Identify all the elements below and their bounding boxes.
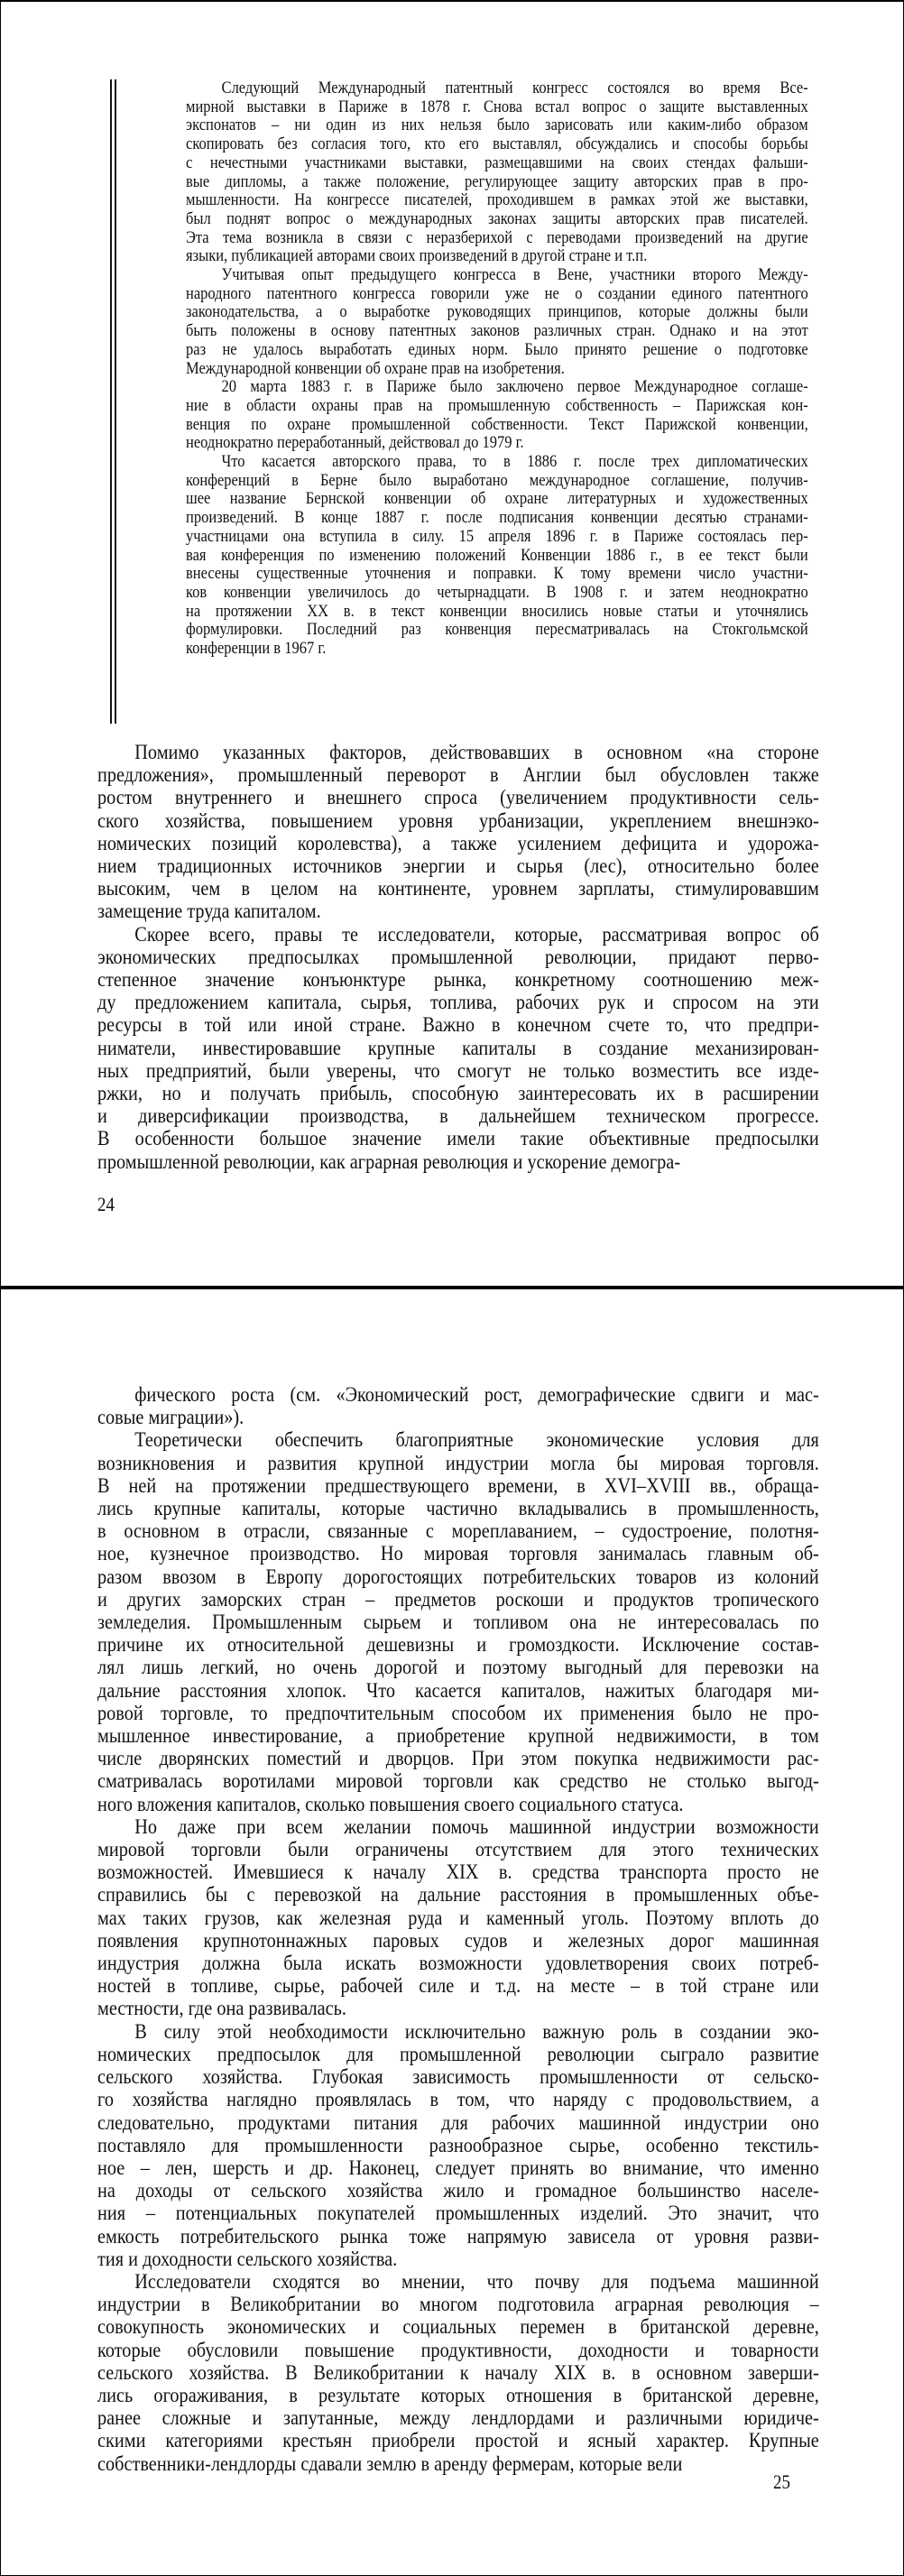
text-line: В особенности большое значение имели такие объективные предпосылки (97, 1128, 819, 1151)
text-line: замещение труда капиталом. (97, 900, 321, 924)
text-line: мирной выставки в Париже в 1878 г. Снова встал вопрос о защите выставленных (186, 97, 808, 116)
text-line: экспонатов – ни один из них нельзя было зарисовать или каким-либо образом (186, 116, 808, 135)
text-line: земледелия. Промышленным сырьем и топливом она не интересовалась по (97, 1611, 819, 1635)
text-line: совокупность экономических и социальных перемен в британской деревне, (97, 2316, 819, 2340)
text-line: высоким, чем в целом на континенте, уровнем зарплаты, стимулировавшим (97, 878, 819, 901)
text-line: сматривалась воротилами мировой торговли как средство не столько выгод- (97, 1770, 819, 1794)
text-line: ниматели, инвестировавшие крупные капиталы в создание механизирован- (97, 1037, 819, 1060)
text-line: промышленной революции, как аграрная революция и ускорение демогра- (97, 1150, 681, 1174)
text-line: номических предпосылок для промышленной революции сыграло развитие (97, 2043, 819, 2066)
page-divider (0, 1286, 904, 1289)
text-line: ков конвенции увеличилось до четырнадцати. В 1908 г. и затем неоднократно (186, 583, 808, 602)
text-line: фического роста (см. «Экономический рост, демографические сдвиги и мас- (134, 1384, 819, 1407)
text-line: ного вложения капиталов, сколько повышения своего социального статуса. (97, 1793, 684, 1816)
text-line: Эта тема возникла в связи с неразберихой с переводами произведений на другие (186, 228, 808, 247)
text-line: Следующий Международный патентный конгресс состоялся во время Все- (221, 79, 808, 97)
text-line: ных предприятий, были уверены, что смогут не только возместить все изде- (97, 1059, 819, 1083)
text-line: нием традиционных источников энергии и сырья (лес), относительно более (97, 855, 819, 879)
text-line: и диверсификации производства, в дальнейшем техническом прогрессе. (97, 1105, 819, 1129)
text-line: быть положены в основу патентных законов различных стран. Однако и на этот (186, 322, 808, 341)
text-line: мышленное инвестирование, а приобретение крупной недвижимости, в том (97, 1725, 819, 1749)
text-line: совые миграции»). (97, 1407, 244, 1430)
text-line: сельского хозяйства. Глубокая зависимость промышленности от сельско- (97, 2066, 819, 2090)
paragraph (97, 1429, 819, 1816)
text-line: которые обусловили повышение продуктивности, доходности и товарности (97, 2339, 819, 2362)
text-line: го хозяйства наглядно проявлялась в том, что наряду с продовольствием, а (97, 2089, 819, 2112)
text-line: В силу этой необходимости исключительно важную роль в создании эко- (134, 2020, 819, 2044)
text-line: индустрия должна была искать возможности удовлетворения своих потреб- (97, 1953, 819, 1976)
text-line: на доходы от сельского хозяйства жило и громадное большинство населе- (97, 2180, 819, 2203)
text-line: мышленности. На конгрессе писателей, проходившем в рамках этой же выставки, (186, 191, 808, 210)
text-line: сельского хозяйства. В Великобритании к началу XIX в. в основном заверши- (97, 2361, 819, 2385)
text-line: лись крупные капиталы, которые частично вкладывались в промышленность, (97, 1498, 819, 1521)
paragraph (97, 1384, 819, 1430)
text-line: ния – потенциальных покупателей промышленных изделий. Это значит, что (97, 2202, 819, 2226)
text-line: Учитывая опыт предыдущего конгресса в Вене, участники второго Между- (221, 266, 808, 285)
text-line: формулировки. Последний раз конвенция пересматривалась на Стокгольмской (186, 621, 808, 640)
text-line: народного патентного конгресса говорили уже не о создании единого патентного (186, 284, 808, 303)
text-line: вые дипломы, а также положение, регулирующее защиту авторских прав в про- (186, 172, 808, 191)
paragraph (186, 378, 808, 453)
text-line: законодательства, а о выработке руководящих принципов, которые должны были (186, 303, 808, 322)
text-line: ние в области охраны прав на промышленную собственность – Парижская кон- (186, 396, 808, 415)
paragraph (97, 742, 819, 924)
text-line: индустрии в Великобритании во многом подготовила аграрная революция – (97, 2294, 819, 2317)
text-line: шее название Бернской конвенции об охране литературных и художественных (186, 490, 808, 509)
text-line: скими категориями крестьян приобрели простой и ясный характер. Крупные (97, 2430, 819, 2453)
paragraph (97, 1815, 819, 2021)
text-line: причине их относительной дешевизны и громоздкости. Исключение состав- (97, 1634, 819, 1657)
text-line: и других заморских стран – предметов роскоши и продуктов тропического (97, 1588, 819, 1611)
text-line: с нечестными участниками выставки, размещавшими на своих стендах фальши- (186, 153, 808, 172)
text-line: появления крупнотоннажных паровых судов и железных дорог машинная (97, 1929, 819, 1953)
text-line: разом ввозом в Европу дорогостоящих потребительских товаров из колоний (97, 1565, 819, 1589)
text-line: справились бы с перевозкой на дальние расстояния в промышленных объе- (97, 1884, 819, 1907)
paragraph (97, 923, 819, 1174)
text-line: емкость потребительского рынка тоже напрямую зависела от уровня разви- (97, 2225, 819, 2248)
text-line: предложения», промышленный переворот в Англии был обусловлен также (97, 764, 819, 788)
paragraph (97, 2270, 819, 2476)
text-line: Международной конвенции об охране прав на изобретения. (186, 359, 565, 378)
text-line: лял лишь легкий, но очень дорогой и поэтому выгодный для перевозки на (97, 1657, 819, 1680)
text-line: на протяжении XX в. в текст конвенции вносились новые статьи и уточнялись (186, 602, 808, 621)
text-line: ностей в топливе, сырье, рабочей силе и т.д. на месте – в той стране или (97, 1975, 819, 1999)
text-line: мах таких грузов, как железная руда и каменный уголь. Поэтому вплоть до (97, 1907, 819, 1930)
text-line: конференций в Берне было выработано международное соглашение, получив- (186, 471, 808, 490)
text-line: Теоретически обеспечить благоприятные экономические условия для (134, 1429, 819, 1453)
text-line: участницами она вступила в силу. 15 апреля 1896 г. в Париже состоялась пер- (186, 527, 808, 546)
text-line: раз не удалось выработать единых норм. Было принято решение о подготовке (186, 340, 808, 359)
text-line: следовательно, продуктами питания для рабочих машинной индустрии оно (97, 2111, 819, 2135)
text-line: ресурсы в той или иной стране. Важно в конечном счете то, что предпри- (97, 1014, 819, 1038)
text-line: вая конференция по изменению положений Конвенции 1886 г., в ее текст были (186, 546, 808, 565)
page-24-body-text (97, 742, 819, 1174)
text-line: тия и доходности сельского хозяйства. (97, 2248, 398, 2271)
text-line: лись огораживания, в результате которых отношения в британской деревне, (97, 2384, 819, 2407)
text-line: В ней на протяжении предшествующего времени, в XVI–XVIII вв., обраща- (97, 1474, 819, 1498)
text-line: внесены существенные уточнения и поправки. К тому времени число участни- (186, 565, 808, 584)
page-number-25: 25 (773, 2470, 790, 2493)
text-line: Исследователи сходятся во мнении, что почву для подъема машинной (134, 2270, 819, 2294)
text-line: ростом внутреннего и внешнего спроса (увеличением продуктивности сель- (97, 787, 819, 810)
text-line: конференции в 1967 г. (186, 640, 327, 659)
text-line: ное – лен, шерсть и др. Наконец, следует принять во внимание, что именно (97, 2156, 819, 2180)
text-line: ровой торговле, то предпочтительным способом их применения было не про- (97, 1702, 819, 1725)
text-line: венция по охране промышленной собственности. Текст Парижской конвенции, (186, 415, 808, 434)
text-line: возможностей. Имевшиеся к началу XIX в. средства транспорта просто не (97, 1861, 819, 1885)
text-line: Но даже при всем желании помочь машинной индустрии возможности (134, 1815, 819, 1839)
paragraph (186, 266, 808, 378)
text-line: возникновения и развития крупной индустрии могла бы мировая торговля. (97, 1452, 819, 1475)
text-line: ду предложением капитала, сырья, топлива, рабочих рук и спросом на эти (97, 992, 819, 1015)
page-25-body-text (97, 1384, 819, 2476)
text-line: ржки, но и получать прибыль, способную заинтересовать их в расширении (97, 1083, 819, 1106)
text-line: ранее сложные и запутанные, между лендлордами и различными юридиче- (97, 2407, 819, 2431)
text-line: Что касается авторского права, то в 1886 г. после трех дипломатических (221, 453, 808, 472)
text-line: степенное значение конъюнктуре рынка, конкретному соотношению меж- (97, 969, 819, 993)
text-line: скопировать без согласия того, кто его выставлял, обсуждались и способы борьбы (186, 135, 808, 154)
text-line: номических позиций королевства), а также усилением дефицита и удорожа- (97, 832, 819, 855)
text-line: ского хозяйства, повышением уровня урбанизации, укреплением внешнэко- (97, 809, 819, 833)
text-line: Скорее всего, правы те исследователи, которые, рассматривая вопрос об (134, 923, 819, 946)
inset-double-rule-left (110, 79, 112, 724)
paragraph (186, 453, 808, 659)
text-line: экономических предпосылках промышленной революции, придают перво- (97, 946, 819, 969)
text-line: 20 марта 1883 г. в Париже было заключено первое Международное соглаше- (221, 378, 808, 397)
text-line: мировой торговли были ограничены отсутствием для этого технических (97, 1839, 819, 1862)
text-line: был поднят вопрос о международных законах защиты авторских прав писателей. (186, 209, 808, 228)
text-line: в основном в отрасли, связанные с мореплаванием, – судостроение, полотня- (97, 1520, 819, 1544)
text-line: числе дворянских поместий и дворцов. При этом покупка недвижимости рас- (97, 1748, 819, 1771)
text-line: языки, публикацией авторами своих произведений в другой стране и т.п. (186, 247, 648, 266)
text-line: произведений. В конце 1887 г. после подписания конвенции десятью странами- (186, 509, 808, 528)
inset-double-rule-right (115, 79, 116, 724)
text-line: ное, кузнечное производство. Но мировая торговля занималась главным об- (97, 1543, 819, 1566)
text-line: неоднократно переработанный, действовал до 1979 г. (186, 434, 524, 453)
text-line: дальние расстояния хлопок. Что касается капиталов, нажитых благодаря ми- (97, 1679, 819, 1703)
paragraph (186, 79, 808, 266)
text-line: поставляло для промышленности разнообразное сырье, особенно текстиль- (97, 2134, 819, 2157)
text-line: местности, где она развивалась. (97, 1998, 346, 2021)
text-line: Помимо указанных факторов, действовавших в основном «на стороне (134, 742, 819, 764)
inset-sidebar-text (186, 79, 808, 659)
text-line: собственники-лендлорды сдавали землю в аренду фермерам, которые вели (97, 2452, 683, 2476)
page-number-24: 24 (97, 1193, 115, 1215)
paragraph (97, 2020, 819, 2271)
